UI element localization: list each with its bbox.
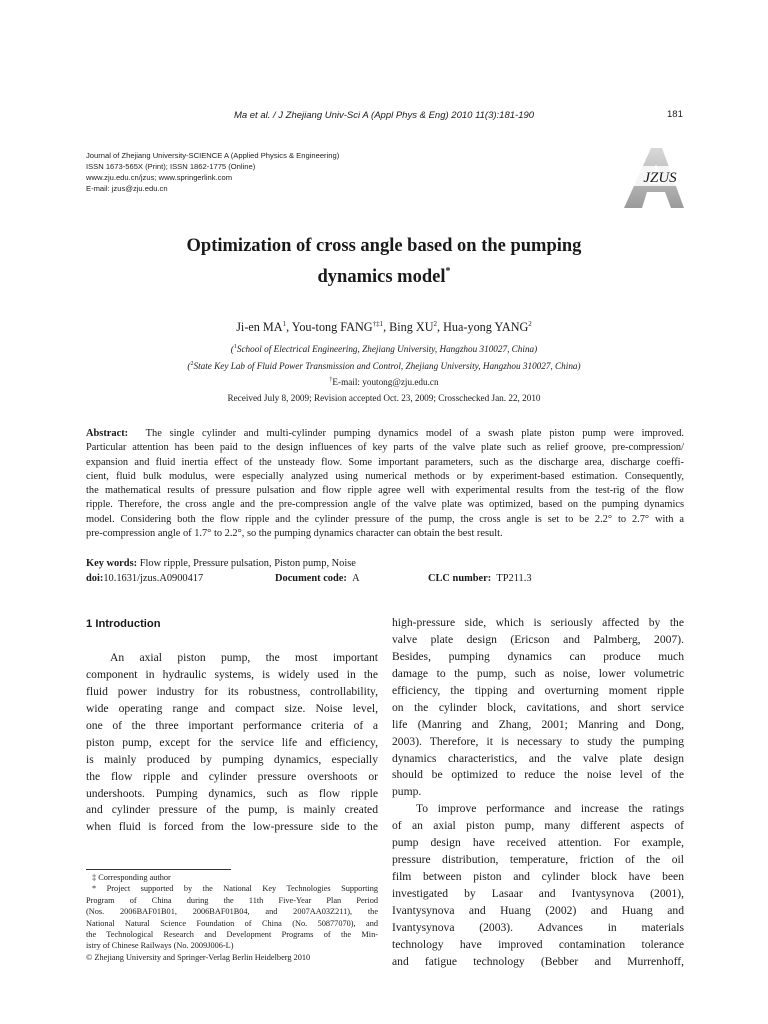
- corresponding-email: [0, 377, 768, 387]
- body-line: and fatigue technology (Bebber and Murrenhoff,: [392, 954, 684, 968]
- abstract-line: [86, 427, 684, 441]
- author-affiliation-mark: 2: [433, 320, 438, 328]
- abstract-line: ripple. Therefore, the cross angle and the pre-compression angle of the valve plate was optimized, based on the pumping dynamics: [86, 499, 684, 511]
- affiliation-1: ($^1$School of Electrical Engineering, Zhejiang University, Hangzhou 310027, China): [230, 344, 538, 354]
- body-line: To improve performance and increase the ratings: [416, 802, 684, 816]
- author: Hua-yong YANG: [443, 320, 529, 334]
- body-line: and cylinder pressure of the pump, is mainly created: [86, 803, 378, 817]
- received-dates: Received July 8, 2009; Revision accepted Oct. 23, 2009; Crosschecked Jan. 22, 2010: [227, 393, 541, 403]
- abstract-line: the mathematical results of pressure pulsation and flow ripple agree well with experimental results from the test-rig of the flow: [86, 485, 684, 497]
- body-line: undershoots. Pumping dynamics, such as flow ripple: [86, 786, 378, 800]
- paper-title-line-1: Optimization of cross angle based on the pumping: [186, 236, 582, 256]
- journal-issn: ISSN 1673-565X (Print); ISSN 1862-1775 (Online): [86, 162, 256, 171]
- body-line: should be optimized to reduce the noise level of the: [392, 768, 684, 782]
- footnote-divider: [86, 869, 231, 870]
- affiliation-text: State Key Lab of Fluid Power Transmission and Control, Zhejiang University, Hangzhou 310027, China: [193, 361, 578, 371]
- body-line: Besides, pumping dynamics can produce much: [392, 649, 684, 663]
- body-line: dynamics characteristics, and the valve plate design: [392, 751, 684, 765]
- abstract-line: expansion and fluid inertia effect of the unsteady flow. Some important parameters, such as the discharge area, discharge coeffi-: [86, 456, 684, 468]
- journal-name: Journal of Zhejiang University-SCIENCE A (Applied Physics & Engineering): [86, 151, 340, 160]
- abstract: [86, 427, 684, 541]
- body-line: technology have improved contamination tolerance: [392, 937, 684, 951]
- keywords-label: Key words:: [86, 558, 138, 569]
- footnote-line: National Natural Science Foundation of China (No. 50877070), and: [86, 918, 378, 928]
- abstract-line: pre-compression angle of 1.7° to 2.2°, so the pumping dynamics character can obtain the best result.: [86, 528, 503, 540]
- body-line: high-pressure side, which is seriously affected by the: [392, 616, 684, 629]
- clc-value: TP211.3: [496, 573, 532, 584]
- body-line: component in hydraulic systems, is widely used in the: [86, 667, 378, 681]
- email-text: E-mail: youtong@zju.edu.cn: [332, 377, 439, 387]
- jzus-logo: [618, 146, 688, 210]
- body-line: life (Manring and Zhang, 2001; Manring and Dong,: [392, 717, 684, 731]
- document-code-value: A: [352, 573, 360, 584]
- author: Bing XU: [389, 320, 434, 334]
- body-line: pump.: [392, 785, 422, 799]
- title-footnote-mark: *: [445, 266, 451, 277]
- author: Ji-en MA: [236, 320, 283, 334]
- abstract-label: Abstract:: [86, 428, 129, 439]
- author-affiliation-mark: 2: [528, 320, 532, 328]
- journal-email: E-mail: jzus@zju.edu.cn: [86, 184, 168, 193]
- doi: [86, 573, 203, 584]
- email-mark: †: [329, 377, 333, 383]
- keywords-text: Flow ripple, Pressure pulsation, Piston pump, Noise: [139, 558, 356, 569]
- body-line: investigated by Lasaar and Ivantysynova (2001),: [392, 887, 684, 900]
- logo-text: JZUS: [643, 170, 677, 186]
- abstract-text: The single cylinder and multi-cylinder pumping dynamics model of a swash plate piston pump were improved.: [145, 428, 684, 439]
- body-line: damage to the pump, such as noise, lower volumetric: [392, 666, 684, 680]
- keywords: [86, 558, 356, 569]
- body-line: piston pump, except for the service life and efficiency,: [86, 735, 378, 749]
- body-line: Ivantysynova and Huang (2002) and Huang and: [392, 903, 684, 917]
- affiliation-text: School of Electrical Engineering, Zhejiang University, Hangzhou 310027, China: [236, 344, 535, 354]
- clc-label: CLC number:: [428, 573, 492, 584]
- footnote-line: the Technological Research and Development Programs of the Min-: [86, 930, 378, 940]
- body-line: film between piston and cylinder block have been: [392, 870, 684, 884]
- body-line: efficiency, the tipping and overturning moment ripple: [392, 683, 684, 697]
- footnotes: [86, 872, 378, 963]
- author-separator: ,: [437, 320, 444, 334]
- abstract-line: cient, fluid bulk modulus, were especially analyzed using numerical methods or by experiment-based estimation. Consequently,: [86, 470, 684, 482]
- copyright-line: © Zhejiang University and Springer-Verlag Berlin Heidelberg 2010: [86, 952, 311, 962]
- body-line: valve plate design (Ericson and Palmberg, 2007).: [392, 632, 684, 646]
- document-code: [275, 573, 360, 584]
- body-line: 2003). Therefore, it is necessary to study the pumping: [392, 734, 684, 748]
- clc-number: [428, 573, 532, 584]
- body-line: An axial piston pump, the most important: [110, 651, 378, 664]
- body-line: of an axial piston pump, many different aspects of: [392, 819, 684, 833]
- affiliation-mark: 1: [233, 344, 237, 350]
- right-column: [392, 615, 684, 971]
- paper-title-line-2: [0, 266, 768, 288]
- running-header: Ma et al. / J Zhejiang Univ-Sci A (Appl Phys & Eng) 2010 11(3):181-190: [233, 110, 535, 121]
- body-line: on the cylinder block, cavitations, and short service: [392, 700, 684, 714]
- doi-label: doi:: [86, 573, 104, 584]
- body-line: fluid power industry for its robustness, controllability,: [86, 684, 378, 698]
- document-code-label: Document code:: [275, 573, 347, 584]
- journal-websites: www.zju.edu.cn/jzus; www.springerlink.com: [86, 173, 233, 182]
- paper-title-text: dynamics model: [317, 267, 446, 287]
- body-line: pressure distribution, temperature, friction of the oil: [392, 853, 684, 867]
- abstract-line: model. Considering both the flow ripple and the cylinder pressure of the pump, the cross angle is set to be 2.2° to 2.7° with a: [86, 513, 684, 525]
- author-separator: ,: [383, 320, 390, 334]
- footnote-line: ‡ Corresponding author: [92, 873, 171, 882]
- body-line: when fluid is forced from the low-pressure side to the: [86, 820, 378, 834]
- page-number: 181: [667, 109, 683, 120]
- author-separator: ,: [286, 320, 292, 334]
- section-heading: 1 Introduction: [86, 618, 161, 630]
- affiliation-mark: 2: [190, 361, 194, 367]
- body-line: one of the three important performance criteria of a: [86, 718, 378, 732]
- doi-value: 10.1631/jzus.A0900417: [103, 573, 204, 584]
- body-line: wide operating range and compact size. Noise level,: [86, 701, 378, 715]
- body-line: the flow ripple and cylinder pressure overshoots or: [86, 769, 378, 783]
- affiliation-2: ($^2$State Key Lab of Fluid Power Transmission and Control, Zhejiang University, Hangzhou 310027, China): [187, 361, 581, 371]
- footnote-line: (Nos. 2006BAF01B01, 2006BAF01B04, and 2007AA03Z211), the: [86, 907, 378, 917]
- footnote-line: * Project supported by the National Key Technologies Supporting: [92, 884, 378, 894]
- body-line: Ivantysynova (2003). Advances in materials: [392, 920, 684, 934]
- left-column: [86, 650, 378, 836]
- footnote-line: Program of China during the 11th Five-Year Plan Period: [86, 895, 378, 905]
- author-affiliation-mark: †‡1: [372, 320, 384, 328]
- author-affiliation-mark: 1: [282, 320, 287, 328]
- body-line: is mainly produced by pumping dynamics, especially: [86, 752, 378, 766]
- abstract-line: Particular attention has been paid to the design influences of key parts of the valve plate such as relief groove, pre-compression/: [86, 442, 684, 454]
- body-line: pump design have received attention. For example,: [392, 836, 684, 850]
- author-list: [0, 320, 768, 335]
- author: You-tong FANG: [291, 320, 373, 334]
- footnote-line: istry of Chinese Railways (No. 2009J006-L): [86, 941, 234, 951]
